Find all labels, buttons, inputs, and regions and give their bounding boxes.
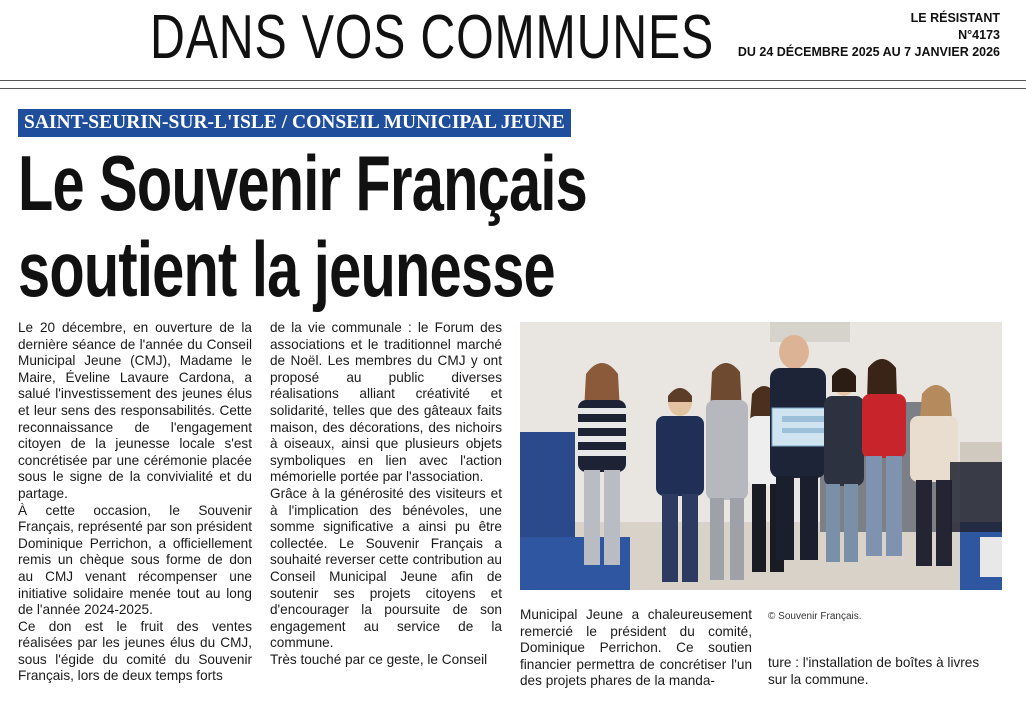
article-column-3	[520, 607, 752, 690]
photo-credit: © Souvenir Français.	[768, 611, 862, 622]
paragraph: de la vie communale : le Forum des associations et le traditionnel marché de Noël. Les membres du CMJ y ont proposé au public diverses réalisations alliant créativité et solidarité, telles que des gâteaux faits maison, des décorations, des nichoirs à oiseaux, ainsi que plusieurs objets symboliques en lien avec l'action mémorielle portée par l'association.	[270, 320, 502, 485]
photo-illustration	[520, 322, 1002, 590]
issue-number: N°4173	[958, 28, 1000, 42]
paragraph: Ce don est le fruit des ventes réalisées par les jeunes élus du CMJ, sous l'égide du comité du Souvenir Français, lors de deux temps forts	[18, 618, 252, 684]
issue-dates: DU 24 DÉCEMBRE 2025 AU 7 JANVIER 2026	[737, 45, 1000, 59]
header-rule-top	[0, 80, 1026, 81]
paragraph: ture : l'installation de boîtes à livres sur la commune.	[768, 655, 980, 687]
article-headline	[18, 140, 587, 312]
paragraph: Municipal Jeune a chaleureusement remercié le président du comité, Dominique Perrichon. Ce soutien financier permettra de concrétiser l'un des projets phares de la manda-	[520, 607, 752, 689]
article-photo	[520, 322, 1002, 590]
paragraph: Le 20 décembre, en ouverture de la dernière séance de l'année du Conseil Municipal Jeune (CMJ), Madame le Maire, Éveline Lavaure Cardona, a salué l'investissement des jeunes élus et leur sens des responsabilités. Cette reconnaissance de l'engagement citoyen de la jeunesse locale s'est concrétisée par une cérémonie placée sous le signe de la convivialité et du partage.	[18, 320, 252, 501]
section-title: DANS VOS COMMUNES	[150, 3, 715, 72]
paragraph: À cette occasion, le Souvenir Français, représenté par son président Dominique Perrichon, a officiellement remis un chèque sous forme de don au CMJ venant récompenser une initiative solidaire menée tout au long de l'année 2024-2025.	[18, 502, 252, 618]
publication-info	[738, 10, 1000, 61]
header-rule-bottom	[0, 88, 1026, 89]
headline-line-2: soutient la jeunesse	[18, 225, 555, 313]
article-column-2	[270, 320, 502, 668]
headline-line-1: Le Souvenir Français	[18, 139, 588, 227]
article-kicker: SAINT-SEURIN-SUR-L'ISLE / CONSEIL MUNICIPAL JEUNE	[18, 109, 571, 137]
article-column-4	[768, 655, 1000, 688]
article-column-1	[18, 320, 252, 685]
paragraph: Grâce à la générosité des visiteurs et à l'implication des bénévoles, une somme significative a ainsi pu être collectée. Le Souvenir Français a souhaité reverser cette contribution au Conseil Municipal Jeune afin de soutenir ses projets citoyens et d'encourager la poursuite de son engagement au service de la commune.	[270, 485, 502, 651]
publication-name: LE RÉSISTANT	[910, 11, 1000, 25]
paragraph: Très touché par ce geste, le Conseil	[270, 651, 488, 667]
